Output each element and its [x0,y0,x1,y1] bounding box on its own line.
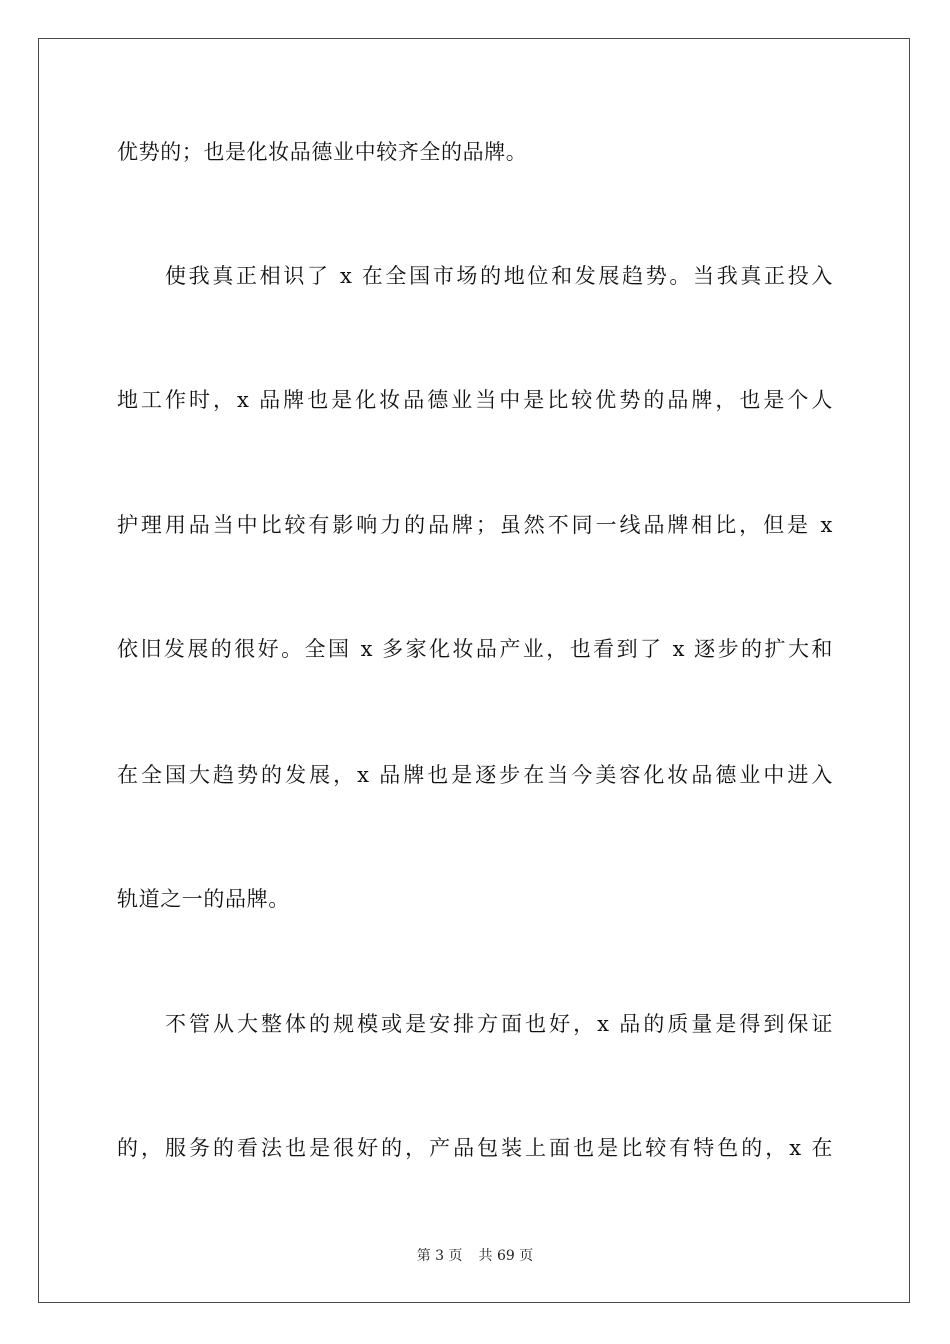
text-line-3: 地工作时，x 品牌也是化妆品德业当中是比较优势的品牌，也是个人 [117,388,833,412]
text-line-6: 在全国大趋势的发展，x 品牌也是逐步在当今美容化妆品德业中进入 [117,763,833,787]
text-line-4: 护理用品当中比较有影响力的品牌；虽然不同一线品牌相比，但是 x [117,513,833,537]
text-line-2: 使我真正相识了 x 在全国市场的地位和发展趋势。当我真正投入 [165,264,833,288]
page-number: 第 3 页 [416,1248,463,1264]
text-line-8: 不管从大整体的规模或是安排方面也好，x 品的质量是得到保证 [165,1012,833,1036]
page-total: 共 69 页 [478,1248,534,1264]
text-line-5: 依旧发展的很好。全国 x 多家化妆品产业，也看到了 x 逐步的扩大和 [117,637,833,661]
page-border [38,38,910,1303]
page-footer [0,1246,950,1266]
text-line-1: 优势的；也是化妆品德业中较齐全的品牌。 [117,140,528,164]
text-line-9: 的，服务的看法也是很好的，产品包装上面也是比较有特色的，x 在 [117,1136,833,1160]
text-line-7: 轨道之一的品牌。 [117,887,290,911]
